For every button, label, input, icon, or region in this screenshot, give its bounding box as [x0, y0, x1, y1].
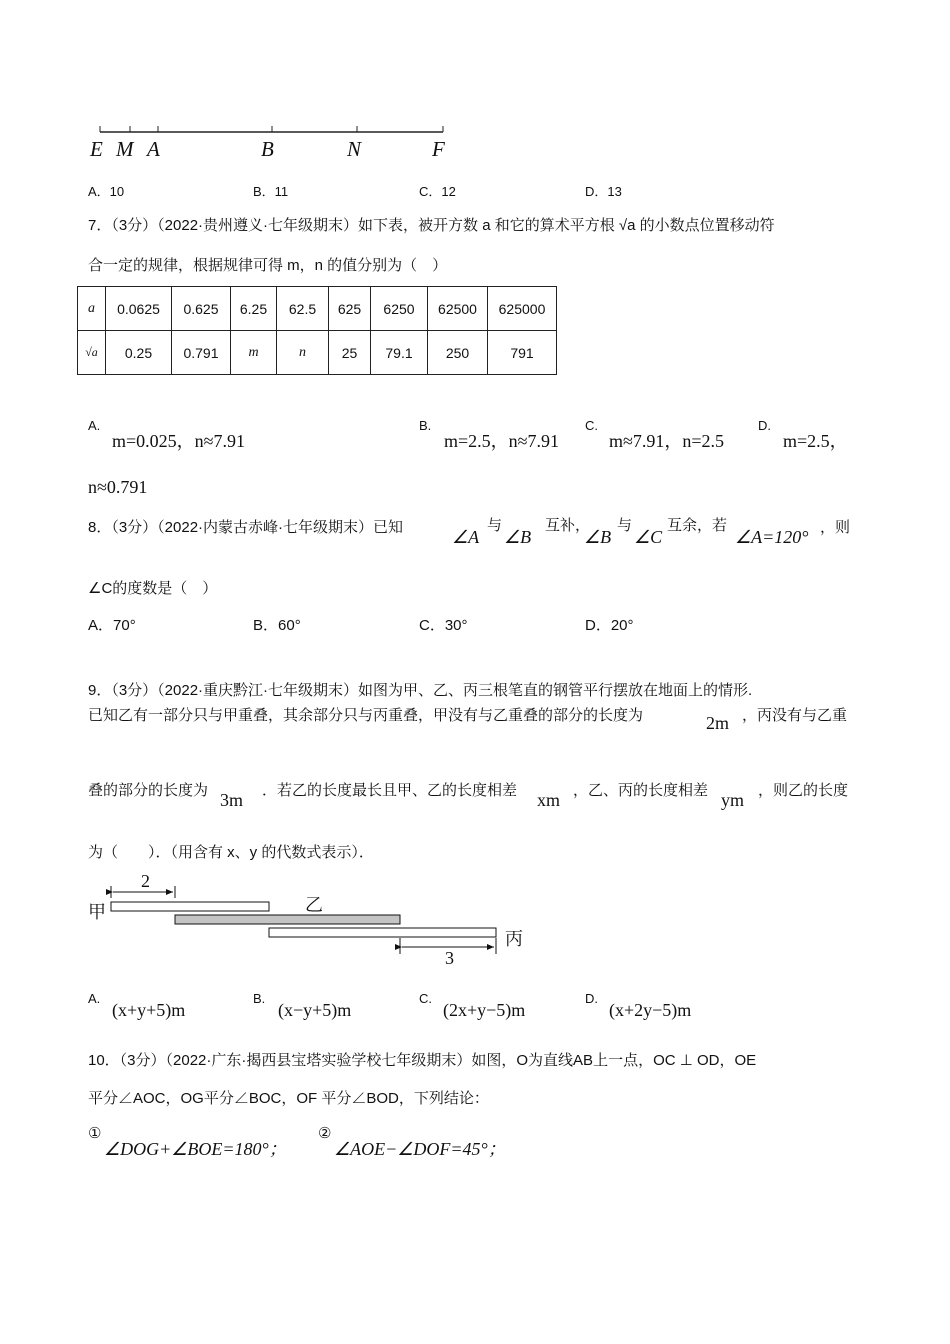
question-7-text: 合一定的规律，根据规律可得 m，n 的值分别为（ ）: [88, 257, 448, 274]
angle-equation: ∠A=120°: [735, 527, 809, 547]
option-d[interactable]: D．13: [585, 184, 622, 199]
option-a-label[interactable]: A.: [88, 991, 101, 1006]
angle-c: ∠C: [634, 527, 663, 547]
value-3m: 3m: [220, 790, 244, 810]
question-8-text: 8．（3分）（2022·内蒙古赤峰·七年级期末）已知: [88, 519, 404, 536]
question-9-text: 9．（3分）（2022·重庆黔江·七年级期末）如图为甲、乙、丙三根笔直的钢管平行摆放在地面上的情形.: [88, 682, 753, 699]
option-d[interactable]: D．20°: [585, 617, 634, 634]
point-label: N: [347, 137, 362, 161]
option-c[interactable]: C．30°: [419, 617, 468, 634]
segment-figure: [85, 120, 465, 165]
question-9-text: 叠的部分的长度为: [88, 782, 209, 799]
dimension-label: 2: [141, 871, 150, 891]
table-cell: 625000: [488, 287, 557, 331]
option-b-label[interactable]: B.: [419, 418, 432, 433]
point-label: E: [90, 137, 103, 161]
table-cell: 0.625: [172, 287, 231, 331]
option-b[interactable]: B．60°: [253, 617, 301, 634]
option-b[interactable]: B．11: [253, 184, 289, 199]
point-label: B: [261, 137, 274, 161]
question-8-text: 互余，若: [667, 517, 728, 534]
table-cell: n: [277, 331, 329, 375]
table-cell: 791: [488, 331, 557, 375]
question-8-text: ，则: [820, 519, 851, 536]
option-a[interactable]: (x+y+5)m: [112, 1000, 186, 1020]
question-9-text: ．若乙的长度最长且甲、乙的长度相差: [262, 782, 518, 799]
root-table: [77, 286, 557, 375]
value-2m: 2m: [706, 713, 730, 733]
question-7-text: 7．（3分）（2022·贵州遵义·七年级期末）如下表，被开方数 a 和它的算术平方根 √a 的小数点位置移动符: [88, 217, 775, 234]
question-8-text: 与: [617, 517, 633, 534]
option-a-label[interactable]: A.: [88, 418, 101, 433]
value-ym: ym: [721, 790, 745, 810]
option-c-label[interactable]: C.: [419, 991, 432, 1006]
option-d-label[interactable]: D.: [585, 991, 598, 1006]
conclusion-number: ②: [318, 1125, 332, 1142]
option-a[interactable]: m=0.025，n≈7.91: [112, 431, 246, 451]
conclusion-1: ∠DOG+∠BOE=180°；: [104, 1139, 287, 1159]
question-8-text: ∠C的度数是（ ）: [88, 580, 218, 597]
table-cell: 6.25: [231, 287, 277, 331]
table-cell: 6250: [371, 287, 428, 331]
angle-b: ∠B: [584, 527, 612, 547]
option-b[interactable]: (x−y+5)m: [278, 1000, 352, 1020]
table-cell: 0.0625: [106, 287, 172, 331]
table-cell: a: [78, 287, 106, 331]
table-cell: 250: [428, 331, 488, 375]
point-label: M: [116, 137, 134, 161]
option-d[interactable]: (x+2y−5)m: [609, 1000, 692, 1020]
question-9-text: 已知乙有一部分只与甲重叠，其余部分只与丙重叠，甲没有与乙重叠的部分的长度为: [88, 707, 644, 724]
conclusion-2: ∠AOE−∠DOF=45°；: [334, 1139, 506, 1159]
value-xm: xm: [537, 790, 561, 810]
table-row: [78, 331, 557, 375]
option-d[interactable]: m=2.5，: [783, 431, 848, 451]
question-9-text: 为（ ）．（用含有 x、y 的代数式表示）．: [88, 844, 374, 861]
question-9-text: ，丙没有与乙重: [742, 707, 848, 724]
option-c[interactable]: m≈7.91，n=2.5: [609, 431, 725, 451]
question-9-text: ，乙、丙的长度相差: [573, 782, 709, 799]
question-8-text: 与: [487, 517, 503, 534]
option-b-label[interactable]: B.: [253, 991, 266, 1006]
option-c-label[interactable]: C.: [585, 418, 598, 433]
question-10-text: 平分∠AOC，OG平分∠BOC，OF 平分∠BOD，下列结论：: [88, 1090, 489, 1107]
option-b[interactable]: m=2.5，n≈7.91: [444, 431, 560, 451]
table-cell: 0.25: [106, 331, 172, 375]
point-label: F: [432, 137, 445, 161]
table-cell: √a: [78, 331, 106, 375]
option-a[interactable]: A．70°: [88, 617, 136, 634]
table-cell: 0.791: [172, 331, 231, 375]
conclusion-number: ①: [88, 1125, 102, 1142]
option-d-continued: n≈0.791: [88, 477, 148, 497]
option-d-label[interactable]: D.: [758, 418, 771, 433]
question-10-text: 10．（3分）（2022·广东·揭西县宝塔实验学校七年级期末）如图，O为直线AB上一点，OC ⊥ OD，OE: [88, 1052, 757, 1069]
table-row: [78, 287, 557, 331]
dimension-label: 3: [445, 948, 454, 968]
option-c[interactable]: (2x+y−5)m: [443, 1000, 526, 1020]
angle-a: ∠A: [452, 527, 480, 547]
question-8-text: 互补，: [545, 517, 591, 534]
table-cell: 625: [329, 287, 371, 331]
table-cell: 79.1: [371, 331, 428, 375]
point-label: A: [147, 137, 160, 161]
question-9-text: ，则乙的长度: [758, 782, 849, 799]
pipe-label-bing: 丙: [505, 929, 523, 950]
table-cell: 62.5: [277, 287, 329, 331]
angle-b: ∠B: [504, 527, 532, 547]
pipe-label-yi: 乙: [305, 895, 323, 916]
pipe-label-jia: 甲: [88, 902, 106, 923]
option-c[interactable]: C．12: [419, 184, 456, 199]
option-a[interactable]: A．10: [88, 184, 125, 199]
table-cell: 62500: [428, 287, 488, 331]
table-cell: 25: [329, 331, 371, 375]
table-cell: m: [231, 331, 277, 375]
